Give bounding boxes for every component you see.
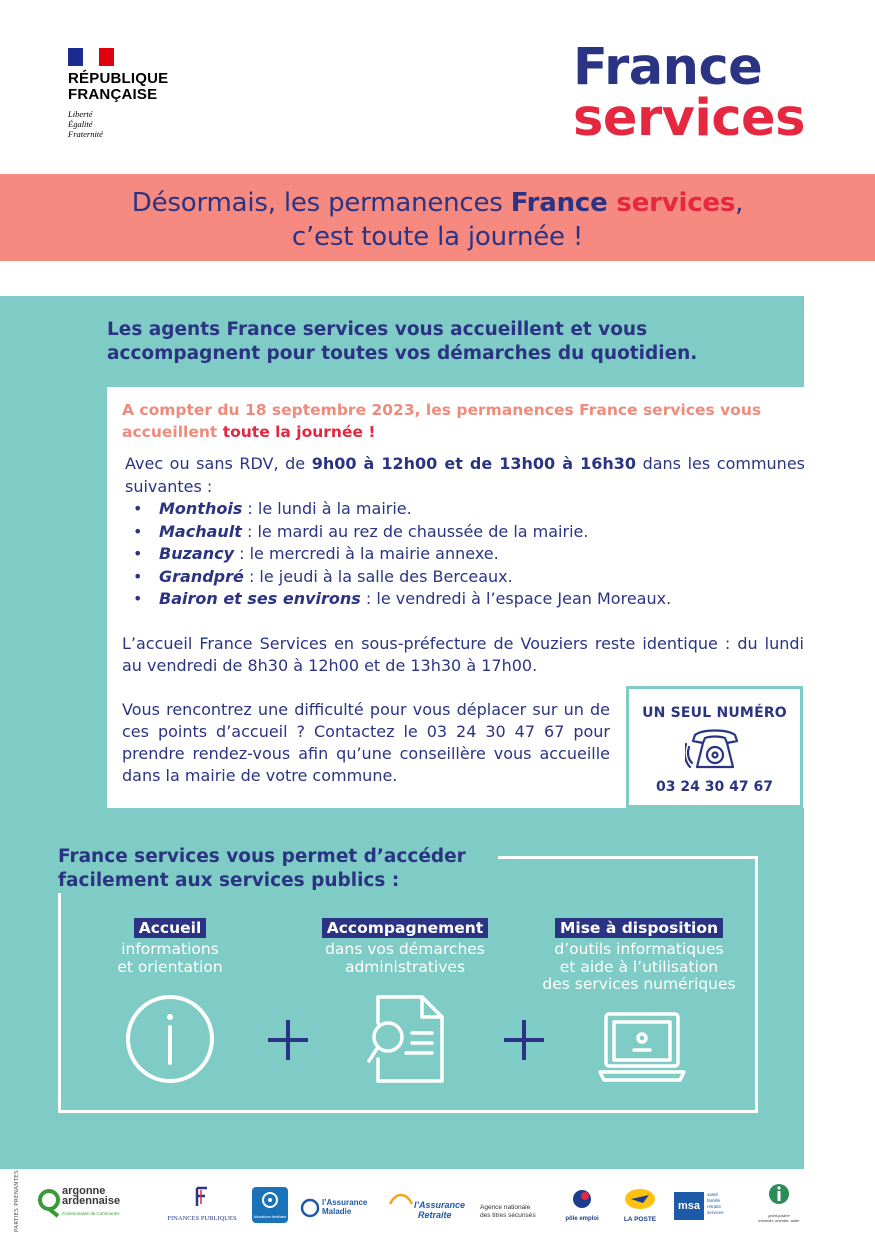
service-tag: Accompagnement bbox=[322, 918, 488, 938]
headline-line1: Désormais, les permanences France services, bbox=[131, 188, 744, 218]
logo-la-poste: LA POSTE bbox=[616, 1187, 664, 1224]
republique-line2: FRANÇAISE bbox=[68, 86, 158, 103]
vouziers-text: L’accueil France Services en sous-préfecture de Vouziers reste identique : du lundi au vendredi de 8h30 à 12h00 et de 13h30 à 17h00. bbox=[122, 634, 804, 675]
document-search-icon bbox=[366, 993, 448, 1085]
schedule-text: Avec ou sans RDV, de 9h00 à 12h00 et de 13h00 à 16h30 dans les communes suivantes : • Monthois : le lundi à la mairie. • Machault : le mardi au rez de chaussée de la mairie. • Buzancy : le mercredi à la mairie annexe. • Grandpré : le jeudi à la salle des Berceaux. • Bairon et ses environs : le vendredi à l’espace Jean Moreaux. bbox=[125, 453, 805, 611]
republique-line1: RÉPUBLIQUE bbox=[68, 70, 169, 87]
point-justice-icon bbox=[767, 1182, 791, 1208]
assurance-maladie-icon bbox=[300, 1198, 320, 1218]
logo-pole-emploi: pôle emploi bbox=[560, 1188, 604, 1223]
intro-text: Les agents France services vous accueillent et vous accompagnent pour toutes vos démarches du quotidien. bbox=[107, 319, 698, 364]
headline-line2: c’est toute la journée ! bbox=[291, 222, 584, 252]
plus-icon bbox=[266, 1018, 310, 1062]
service-desc: d’outils informatiques et aide à l’utilisation des services numériques bbox=[542, 940, 736, 993]
communes-list bbox=[133, 498, 805, 611]
info-icon bbox=[124, 993, 216, 1085]
laptop-icon bbox=[598, 1010, 686, 1084]
assurance-retraite-icon bbox=[388, 1190, 414, 1212]
brand-services: services bbox=[573, 89, 805, 148]
service-mise-a-disposition bbox=[530, 918, 748, 994]
telephone-icon bbox=[685, 727, 745, 773]
service-accueil bbox=[95, 918, 245, 976]
finances-publiques-icon bbox=[193, 1186, 211, 1208]
logo-ants: Agence nationale des titres sécurisés bbox=[480, 1204, 536, 1219]
argonne-leaf-icon bbox=[38, 1188, 60, 1218]
phone-box bbox=[626, 686, 803, 808]
marianne-flag-icon bbox=[68, 48, 114, 66]
caf-icon bbox=[260, 1190, 280, 1210]
brand-france: France bbox=[573, 38, 763, 97]
service-accompagnement bbox=[310, 918, 500, 976]
list-item: • Grandpré : le jeudi à la salle des Berceaux. bbox=[133, 566, 805, 589]
la-poste-icon bbox=[623, 1187, 657, 1211]
difficulty-text: Vous rencontrez une difficulté pour vous déplacer sur un de ces points d’accueil ? Contactez le 03 24 30 47 67 pour prendre rendez-vous afin qu’une conseillère vous accueille dans la mairie de votre commune. bbox=[122, 700, 610, 785]
service-tag: Accueil bbox=[134, 918, 207, 938]
logo-finances-publiques: FINANCES PUBLIQUES bbox=[162, 1186, 242, 1222]
pole-emploi-icon bbox=[571, 1188, 593, 1210]
headline-banner bbox=[0, 174, 875, 261]
plus-icon bbox=[502, 1018, 546, 1062]
republique-francaise-logo bbox=[68, 48, 208, 139]
service-desc: dans vos démarches administratives bbox=[325, 940, 485, 976]
service-desc: informations et orientation bbox=[117, 940, 223, 976]
list-item: • Buzancy : le mercredi à la mairie annexe. bbox=[133, 543, 805, 566]
service-tag: Mise à disposition bbox=[555, 918, 723, 938]
logo-point-justice: point-justice informer, orienter, aider bbox=[748, 1182, 810, 1223]
list-item: • Bairon et ses environs : le vendredi à l’espace Jean Moreaux. bbox=[133, 588, 805, 611]
france-services-logo bbox=[573, 38, 805, 148]
services-title: France services vous permet d’accéder facilement aux services publics : bbox=[58, 845, 498, 893]
partners-label: PARTIES PRENANTES bbox=[14, 1170, 20, 1232]
phone-title: UN SEUL NUMÉRO bbox=[642, 705, 787, 721]
motto: Liberté Égalité Fraternité bbox=[68, 109, 103, 139]
list-item: • Monthois : le lundi à la mairie. bbox=[133, 498, 805, 521]
logo-allocations-familiales: Allocations familiales bbox=[252, 1187, 288, 1223]
announcement: A compter du 18 septembre 2023, les permanences France services vous accueillent toute la journée ! bbox=[122, 401, 762, 441]
phone-number: 03 24 30 47 67 bbox=[656, 779, 773, 795]
list-item: • Machault : le mardi au rez de chaussée de la mairie. bbox=[133, 521, 805, 544]
